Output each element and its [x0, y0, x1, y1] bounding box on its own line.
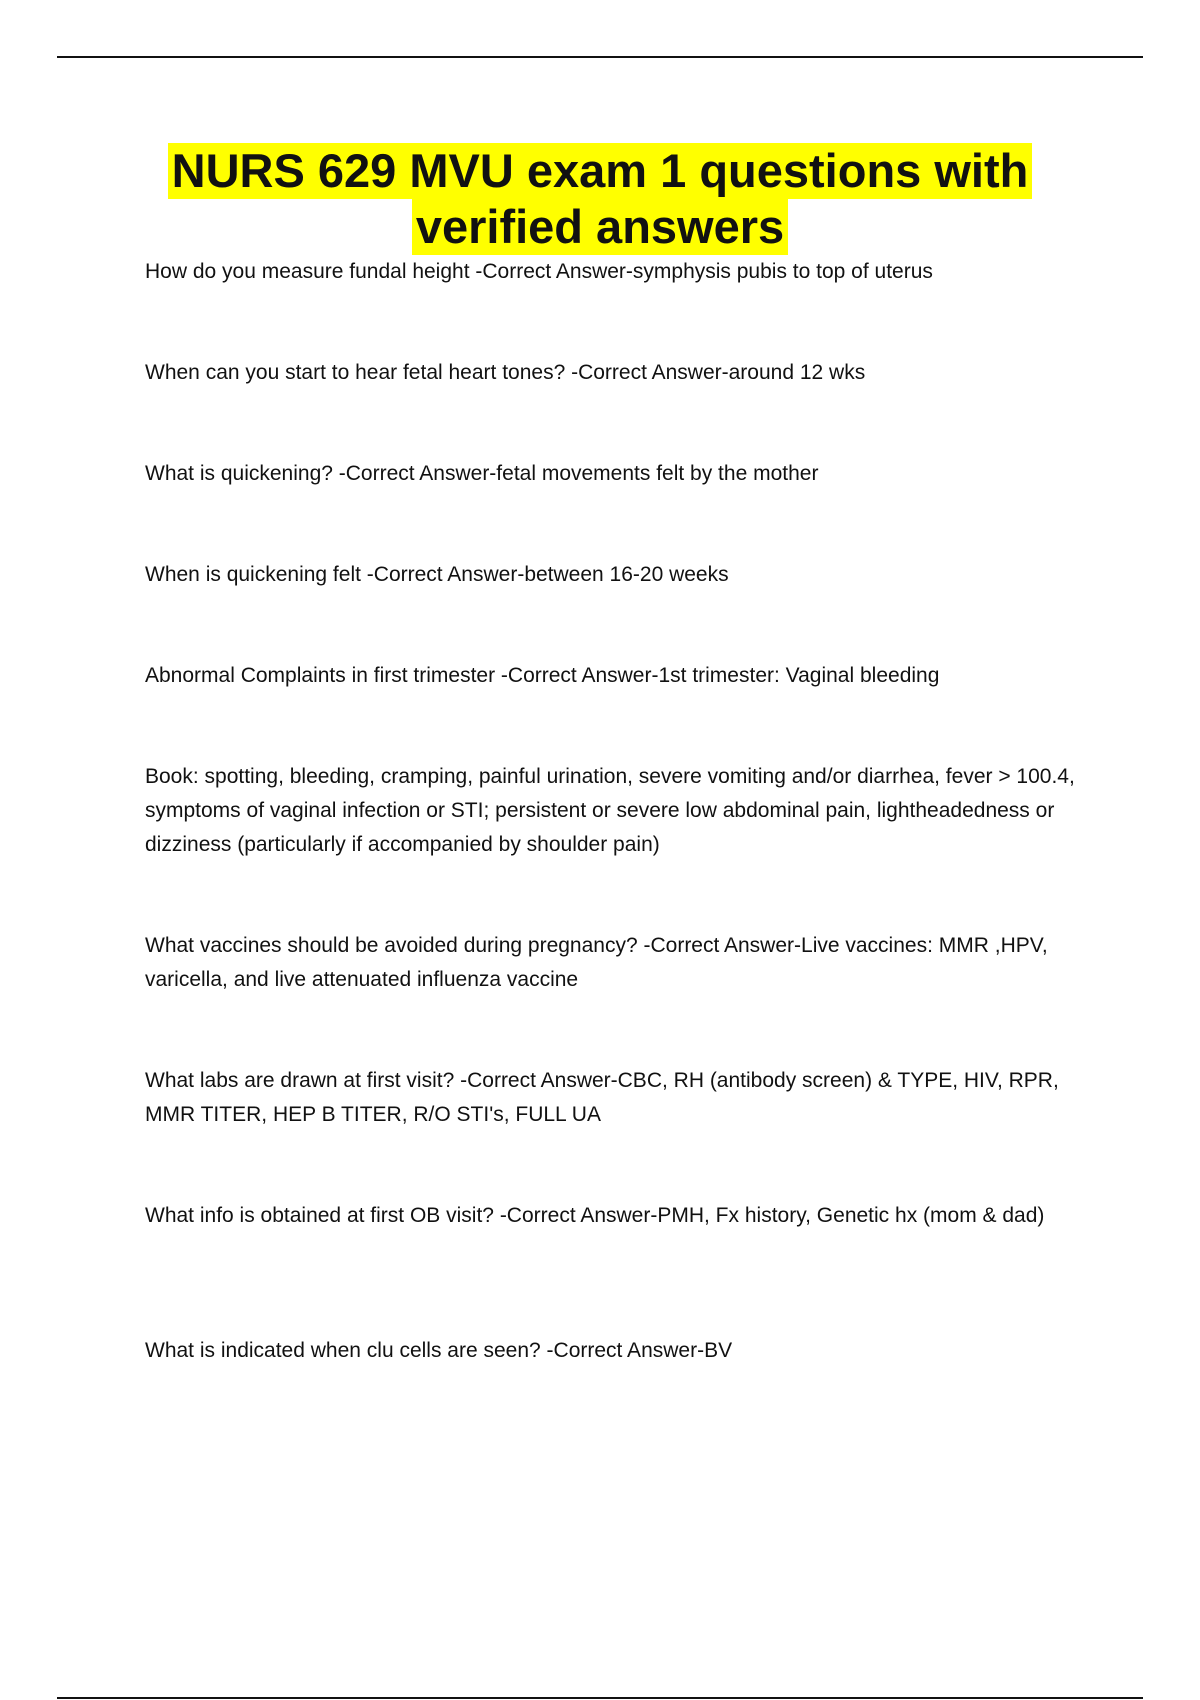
- qa-item-2: When can you start to hear fetal heart tones? -Correct Answer-around 12 wks: [145, 361, 866, 384]
- title-line-1: NURS 629 MVU exam 1 questions with: [168, 143, 1033, 199]
- bottom-rule: [57, 1697, 1143, 1699]
- qa-item-4: When is quickening felt -Correct Answer-between 16-20 weeks: [145, 563, 729, 586]
- qa-item-10: What is indicated when clu cells are seen? -Correct Answer-BV: [145, 1339, 733, 1362]
- qa-item-9: What info is obtained at first OB visit? -Correct Answer-PMH, Fx history, Genetic hx (mom & dad): [145, 1204, 1045, 1227]
- qa-item-1: How do you measure fundal height -Correct Answer-symphysis pubis to top of uterus: [145, 260, 933, 283]
- qa-item-5: Abnormal Complaints in first trimester -Correct Answer-1st trimester: Vaginal bleeding: [145, 664, 940, 687]
- qa-item-7: What vaccines should be avoided during pregnancy? -Correct Answer-Live vaccines: MMR ,HPV, varicella, and live attenuated influenza vaccine: [145, 934, 1048, 991]
- title-line-2: verified answers: [412, 199, 788, 255]
- qa-item-8: What labs are drawn at first visit? -Correct Answer-CBC, RH (antibody screen) & TYPE, HIV, RPR, MMR TITER, HEP B TITER, R/O STI's, FULL UA: [145, 1069, 1059, 1126]
- top-rule: [57, 56, 1143, 58]
- document-title: [57, 143, 1143, 255]
- qa-item-3: What is quickening? -Correct Answer-fetal movements felt by the mother: [145, 462, 819, 485]
- qa-item-6: Book: spotting, bleeding, cramping, painful urination, severe vomiting and/or diarrhea, fever > 100.4, symptoms of vaginal infection or STI; persistent or severe low abdominal pain, lightheadedness or dizziness (particularly if accompanied by shoulder pain): [145, 765, 1075, 856]
